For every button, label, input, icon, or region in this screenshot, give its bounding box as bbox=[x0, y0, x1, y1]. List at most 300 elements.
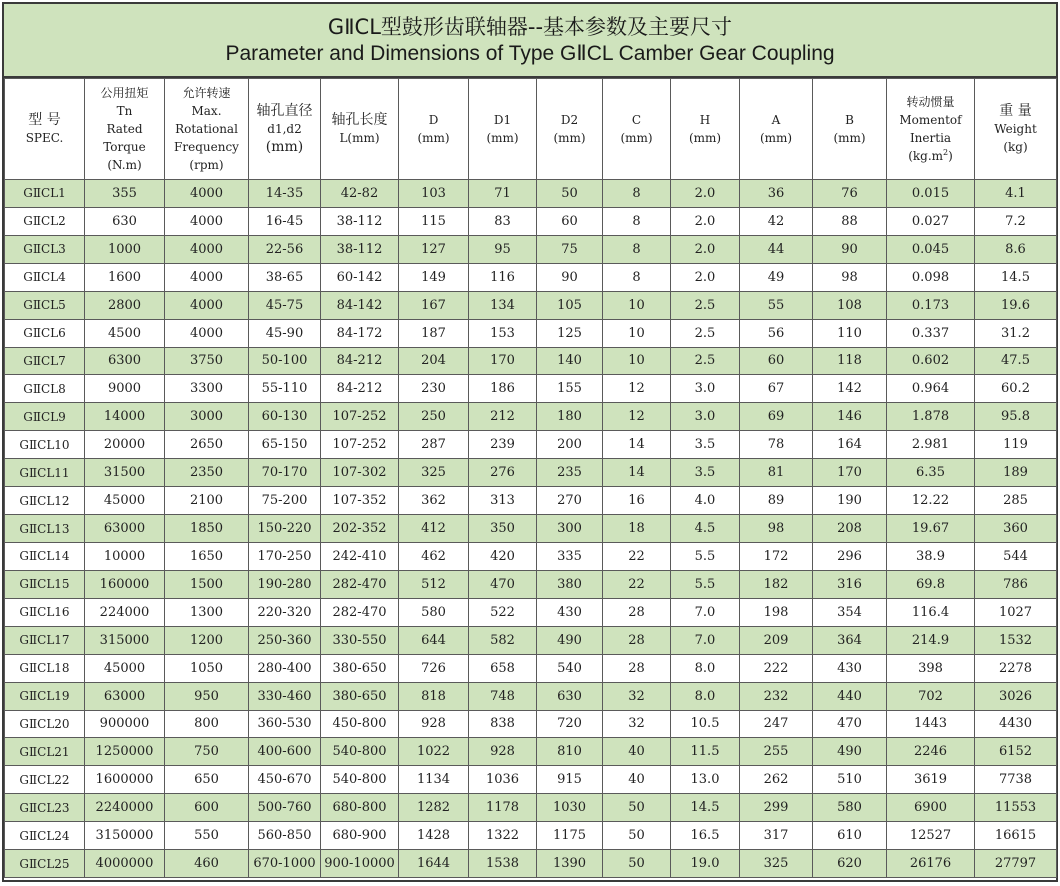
cell-inertia: 6900 bbox=[887, 794, 975, 822]
cell-weight: 786 bbox=[975, 570, 1057, 598]
cell-b: 440 bbox=[813, 682, 887, 710]
cell-spec: GⅡCL8 bbox=[5, 375, 85, 403]
cell-h: 3.5 bbox=[671, 431, 740, 459]
header-h: H (mm) bbox=[671, 79, 740, 180]
cell-spec: GⅡCL11 bbox=[5, 459, 85, 487]
cell-d: 1282 bbox=[399, 794, 469, 822]
cell-spec: GⅡCL25 bbox=[5, 850, 85, 878]
cell-h: 7.0 bbox=[671, 598, 740, 626]
table-body bbox=[5, 180, 1057, 878]
cell-c: 40 bbox=[603, 766, 671, 794]
cell-d: 187 bbox=[399, 319, 469, 347]
cell-a: 55 bbox=[740, 291, 813, 319]
header-spec: 型 号 SPEC. bbox=[5, 79, 85, 180]
cell-spec: GⅡCL18 bbox=[5, 654, 85, 682]
cell-bore-diameter: 45-90 bbox=[249, 319, 321, 347]
cell-inertia: 26176 bbox=[887, 850, 975, 878]
cell-bore-diameter: 50-100 bbox=[249, 347, 321, 375]
header-a: A (mm) bbox=[740, 79, 813, 180]
cell-speed: 3750 bbox=[165, 347, 249, 375]
cell-d1: 239 bbox=[469, 431, 537, 459]
cell-spec: GⅡCL3 bbox=[5, 235, 85, 263]
cell-d2: 490 bbox=[537, 626, 603, 654]
cell-bore-diameter: 360-530 bbox=[249, 710, 321, 738]
cell-c: 8 bbox=[603, 235, 671, 263]
table-row bbox=[5, 431, 1057, 459]
cell-b: 146 bbox=[813, 403, 887, 431]
cell-bore-diameter: 560-850 bbox=[249, 822, 321, 850]
cell-c: 22 bbox=[603, 570, 671, 598]
table-row bbox=[5, 542, 1057, 570]
cell-c: 50 bbox=[603, 794, 671, 822]
cell-weight: 19.6 bbox=[975, 291, 1057, 319]
cell-torque: 4000000 bbox=[85, 850, 165, 878]
cell-d1: 95 bbox=[469, 235, 537, 263]
cell-bore-diameter: 75-200 bbox=[249, 487, 321, 515]
cell-a: 49 bbox=[740, 263, 813, 291]
cell-bore-diameter: 22-56 bbox=[249, 235, 321, 263]
cell-torque: 3150000 bbox=[85, 822, 165, 850]
cell-spec: GⅡCL5 bbox=[5, 291, 85, 319]
cell-d2: 155 bbox=[537, 375, 603, 403]
cell-spec: GⅡCL15 bbox=[5, 570, 85, 598]
header-inertia: 转动惯量 Momentof Inertia $(kg.m^2)$ bbox=[887, 79, 975, 180]
cell-weight: 60.2 bbox=[975, 375, 1057, 403]
cell-bore-diameter: 70-170 bbox=[249, 459, 321, 487]
cell-bore-diameter: 55-110 bbox=[249, 375, 321, 403]
table-row bbox=[5, 291, 1057, 319]
table-row bbox=[5, 626, 1057, 654]
cell-c: 18 bbox=[603, 515, 671, 543]
cell-d2: 125 bbox=[537, 319, 603, 347]
cell-weight: 7.2 bbox=[975, 207, 1057, 235]
cell-c: 32 bbox=[603, 710, 671, 738]
cell-b: 490 bbox=[813, 738, 887, 766]
cell-bore-length: 540-800 bbox=[321, 738, 399, 766]
cell-bore-length: 42-82 bbox=[321, 180, 399, 208]
cell-b: 76 bbox=[813, 180, 887, 208]
table-title bbox=[4, 4, 1056, 78]
cell-d2: 430 bbox=[537, 598, 603, 626]
cell-weight: 544 bbox=[975, 542, 1057, 570]
cell-d: 115 bbox=[399, 207, 469, 235]
cell-weight: 285 bbox=[975, 487, 1057, 515]
cell-weight: 4.1 bbox=[975, 180, 1057, 208]
cell-c: 32 bbox=[603, 682, 671, 710]
cell-d2: 720 bbox=[537, 710, 603, 738]
cell-d1: 350 bbox=[469, 515, 537, 543]
cell-h: 16.5 bbox=[671, 822, 740, 850]
parameter-table bbox=[4, 78, 1057, 878]
cell-b: 88 bbox=[813, 207, 887, 235]
cell-weight: 1532 bbox=[975, 626, 1057, 654]
cell-spec: GⅡCL7 bbox=[5, 347, 85, 375]
cell-inertia: 1.878 bbox=[887, 403, 975, 431]
cell-weight: 360 bbox=[975, 515, 1057, 543]
cell-d: 818 bbox=[399, 682, 469, 710]
cell-a: 182 bbox=[740, 570, 813, 598]
cell-d1: 1322 bbox=[469, 822, 537, 850]
cell-b: 108 bbox=[813, 291, 887, 319]
cell-c: 22 bbox=[603, 542, 671, 570]
cell-a: 222 bbox=[740, 654, 813, 682]
cell-d1: 83 bbox=[469, 207, 537, 235]
cell-bore-length: 84-212 bbox=[321, 347, 399, 375]
cell-h: 5.5 bbox=[671, 570, 740, 598]
cell-b: 470 bbox=[813, 710, 887, 738]
cell-speed: 2100 bbox=[165, 487, 249, 515]
cell-spec: GⅡCL9 bbox=[5, 403, 85, 431]
cell-bore-length: 380-650 bbox=[321, 682, 399, 710]
cell-c: 16 bbox=[603, 487, 671, 515]
cell-d1: 313 bbox=[469, 487, 537, 515]
cell-bore-diameter: 670-1000 bbox=[249, 850, 321, 878]
cell-speed: 650 bbox=[165, 766, 249, 794]
cell-torque: 63000 bbox=[85, 682, 165, 710]
cell-speed: 4000 bbox=[165, 180, 249, 208]
cell-d2: 50 bbox=[537, 180, 603, 208]
cell-a: 198 bbox=[740, 598, 813, 626]
cell-speed: 550 bbox=[165, 822, 249, 850]
table-row bbox=[5, 515, 1057, 543]
table-row bbox=[5, 598, 1057, 626]
cell-a: 209 bbox=[740, 626, 813, 654]
cell-inertia: 0.173 bbox=[887, 291, 975, 319]
cell-d: 1644 bbox=[399, 850, 469, 878]
table-row bbox=[5, 738, 1057, 766]
cell-weight: 1027 bbox=[975, 598, 1057, 626]
cell-d: 167 bbox=[399, 291, 469, 319]
cell-d: 644 bbox=[399, 626, 469, 654]
cell-bore-diameter: 250-360 bbox=[249, 626, 321, 654]
cell-spec: GⅡCL4 bbox=[5, 263, 85, 291]
cell-d1: 116 bbox=[469, 263, 537, 291]
cell-torque: 14000 bbox=[85, 403, 165, 431]
cell-a: 60 bbox=[740, 347, 813, 375]
cell-torque: 1600000 bbox=[85, 766, 165, 794]
cell-b: 610 bbox=[813, 822, 887, 850]
cell-b: 190 bbox=[813, 487, 887, 515]
cell-d: 1022 bbox=[399, 738, 469, 766]
cell-speed: 1050 bbox=[165, 654, 249, 682]
cell-torque: 45000 bbox=[85, 487, 165, 515]
cell-h: 7.0 bbox=[671, 626, 740, 654]
header-d2: D2 (mm) bbox=[537, 79, 603, 180]
cell-h: 3.5 bbox=[671, 459, 740, 487]
cell-d: 230 bbox=[399, 375, 469, 403]
cell-spec: GⅡCL16 bbox=[5, 598, 85, 626]
cell-a: 172 bbox=[740, 542, 813, 570]
cell-d2: 90 bbox=[537, 263, 603, 291]
cell-a: 247 bbox=[740, 710, 813, 738]
cell-inertia: 0.027 bbox=[887, 207, 975, 235]
header-weight: 重 量 Weight (kg) bbox=[975, 79, 1057, 180]
cell-c: 10 bbox=[603, 319, 671, 347]
cell-d2: 630 bbox=[537, 682, 603, 710]
cell-d2: 810 bbox=[537, 738, 603, 766]
cell-b: 98 bbox=[813, 263, 887, 291]
cell-h: 4.5 bbox=[671, 515, 740, 543]
cell-d2: 540 bbox=[537, 654, 603, 682]
table-row bbox=[5, 710, 1057, 738]
cell-h: 2.0 bbox=[671, 180, 740, 208]
cell-bore-diameter: 500-760 bbox=[249, 794, 321, 822]
header-torque: 公用扭矩 Tn Rated Torque (N.m) bbox=[85, 79, 165, 180]
header-bore-diameter: 轴孔直径 d1,d2 (mm) bbox=[249, 79, 321, 180]
cell-speed: 4000 bbox=[165, 235, 249, 263]
cell-inertia: 0.045 bbox=[887, 235, 975, 263]
cell-d2: 1390 bbox=[537, 850, 603, 878]
cell-spec: GⅡCL17 bbox=[5, 626, 85, 654]
cell-bore-diameter: 150-220 bbox=[249, 515, 321, 543]
cell-h: 3.0 bbox=[671, 403, 740, 431]
cell-torque: 2240000 bbox=[85, 794, 165, 822]
cell-c: 10 bbox=[603, 291, 671, 319]
cell-bore-diameter: 280-400 bbox=[249, 654, 321, 682]
cell-c: 8 bbox=[603, 180, 671, 208]
cell-b: 296 bbox=[813, 542, 887, 570]
cell-c: 14 bbox=[603, 431, 671, 459]
cell-speed: 1500 bbox=[165, 570, 249, 598]
cell-d1: 276 bbox=[469, 459, 537, 487]
cell-d1: 582 bbox=[469, 626, 537, 654]
cell-speed: 950 bbox=[165, 682, 249, 710]
cell-speed: 1850 bbox=[165, 515, 249, 543]
cell-speed: 1300 bbox=[165, 598, 249, 626]
header-d1: D1 (mm) bbox=[469, 79, 537, 180]
cell-speed: 4000 bbox=[165, 291, 249, 319]
table-row bbox=[5, 375, 1057, 403]
cell-a: 317 bbox=[740, 822, 813, 850]
table-row bbox=[5, 794, 1057, 822]
table-row bbox=[5, 235, 1057, 263]
cell-d: 580 bbox=[399, 598, 469, 626]
cell-inertia: 19.67 bbox=[887, 515, 975, 543]
cell-torque: 2800 bbox=[85, 291, 165, 319]
cell-bore-diameter: 220-320 bbox=[249, 598, 321, 626]
cell-d2: 915 bbox=[537, 766, 603, 794]
cell-spec: GⅡCL24 bbox=[5, 822, 85, 850]
table-row bbox=[5, 459, 1057, 487]
cell-a: 36 bbox=[740, 180, 813, 208]
cell-d: 462 bbox=[399, 542, 469, 570]
cell-torque: 31500 bbox=[85, 459, 165, 487]
cell-weight: 47.5 bbox=[975, 347, 1057, 375]
cell-bore-length: 282-470 bbox=[321, 570, 399, 598]
cell-inertia: 38.9 bbox=[887, 542, 975, 570]
cell-c: 8 bbox=[603, 263, 671, 291]
cell-c: 40 bbox=[603, 738, 671, 766]
header-row bbox=[5, 79, 1057, 180]
cell-bore-length: 540-800 bbox=[321, 766, 399, 794]
cell-speed: 600 bbox=[165, 794, 249, 822]
cell-h: 2.5 bbox=[671, 291, 740, 319]
cell-bore-diameter: 14-35 bbox=[249, 180, 321, 208]
cell-d1: 1178 bbox=[469, 794, 537, 822]
cell-h: 10.5 bbox=[671, 710, 740, 738]
table-row bbox=[5, 263, 1057, 291]
cell-c: 8 bbox=[603, 207, 671, 235]
cell-spec: GⅡCL10 bbox=[5, 431, 85, 459]
cell-d2: 200 bbox=[537, 431, 603, 459]
cell-d: 127 bbox=[399, 235, 469, 263]
cell-d: 149 bbox=[399, 263, 469, 291]
cell-bore-diameter: 170-250 bbox=[249, 542, 321, 570]
cell-speed: 3300 bbox=[165, 375, 249, 403]
cell-a: 262 bbox=[740, 766, 813, 794]
cell-h: 2.5 bbox=[671, 319, 740, 347]
cell-torque: 1250000 bbox=[85, 738, 165, 766]
cell-b: 118 bbox=[813, 347, 887, 375]
cell-d1: 522 bbox=[469, 598, 537, 626]
cell-torque: 355 bbox=[85, 180, 165, 208]
cell-speed: 2650 bbox=[165, 431, 249, 459]
cell-weight: 2278 bbox=[975, 654, 1057, 682]
cell-bore-length: 450-800 bbox=[321, 710, 399, 738]
cell-inertia: 0.964 bbox=[887, 375, 975, 403]
cell-spec: GⅡCL22 bbox=[5, 766, 85, 794]
cell-d: 1134 bbox=[399, 766, 469, 794]
cell-d2: 105 bbox=[537, 291, 603, 319]
cell-d1: 928 bbox=[469, 738, 537, 766]
cell-h: 2.0 bbox=[671, 235, 740, 263]
cell-weight: 189 bbox=[975, 459, 1057, 487]
cell-inertia: 2246 bbox=[887, 738, 975, 766]
cell-d: 250 bbox=[399, 403, 469, 431]
cell-inertia: 702 bbox=[887, 682, 975, 710]
cell-bore-diameter: 330-460 bbox=[249, 682, 321, 710]
cell-d2: 270 bbox=[537, 487, 603, 515]
cell-c: 28 bbox=[603, 626, 671, 654]
cell-bore-length: 60-142 bbox=[321, 263, 399, 291]
cell-torque: 63000 bbox=[85, 515, 165, 543]
cell-d: 204 bbox=[399, 347, 469, 375]
cell-b: 142 bbox=[813, 375, 887, 403]
cell-inertia: 3619 bbox=[887, 766, 975, 794]
cell-bore-length: 107-252 bbox=[321, 431, 399, 459]
cell-h: 4.0 bbox=[671, 487, 740, 515]
cell-bore-length: 330-550 bbox=[321, 626, 399, 654]
cell-d: 1428 bbox=[399, 822, 469, 850]
cell-d2: 335 bbox=[537, 542, 603, 570]
coupling-spec-sheet bbox=[2, 2, 1058, 882]
cell-d1: 170 bbox=[469, 347, 537, 375]
cell-bore-length: 107-252 bbox=[321, 403, 399, 431]
cell-d1: 153 bbox=[469, 319, 537, 347]
cell-a: 232 bbox=[740, 682, 813, 710]
cell-a: 44 bbox=[740, 235, 813, 263]
cell-d: 928 bbox=[399, 710, 469, 738]
cell-h: 8.0 bbox=[671, 682, 740, 710]
cell-torque: 1000 bbox=[85, 235, 165, 263]
cell-d: 412 bbox=[399, 515, 469, 543]
cell-weight: 14.5 bbox=[975, 263, 1057, 291]
cell-weight: 16615 bbox=[975, 822, 1057, 850]
cell-bore-diameter: 450-670 bbox=[249, 766, 321, 794]
cell-torque: 20000 bbox=[85, 431, 165, 459]
cell-d: 512 bbox=[399, 570, 469, 598]
cell-c: 10 bbox=[603, 347, 671, 375]
table-row bbox=[5, 822, 1057, 850]
cell-weight: 4430 bbox=[975, 710, 1057, 738]
cell-bore-diameter: 400-600 bbox=[249, 738, 321, 766]
header-bore-length: 轴孔长度 L(mm) bbox=[321, 79, 399, 180]
cell-bore-diameter: 60-130 bbox=[249, 403, 321, 431]
cell-c: 28 bbox=[603, 654, 671, 682]
cell-torque: 9000 bbox=[85, 375, 165, 403]
cell-spec: GⅡCL21 bbox=[5, 738, 85, 766]
cell-spec: GⅡCL19 bbox=[5, 682, 85, 710]
cell-spec: GⅡCL1 bbox=[5, 180, 85, 208]
table-row bbox=[5, 403, 1057, 431]
cell-d2: 1030 bbox=[537, 794, 603, 822]
cell-d: 103 bbox=[399, 180, 469, 208]
cell-d2: 380 bbox=[537, 570, 603, 598]
table-row bbox=[5, 766, 1057, 794]
cell-speed: 1200 bbox=[165, 626, 249, 654]
cell-h: 19.0 bbox=[671, 850, 740, 878]
cell-c: 50 bbox=[603, 822, 671, 850]
cell-bore-diameter: 190-280 bbox=[249, 570, 321, 598]
cell-bore-length: 202-352 bbox=[321, 515, 399, 543]
cell-speed: 3000 bbox=[165, 403, 249, 431]
cell-weight: 3026 bbox=[975, 682, 1057, 710]
cell-d1: 1036 bbox=[469, 766, 537, 794]
table-row bbox=[5, 319, 1057, 347]
cell-a: 299 bbox=[740, 794, 813, 822]
cell-d2: 300 bbox=[537, 515, 603, 543]
cell-torque: 1600 bbox=[85, 263, 165, 291]
cell-speed: 1650 bbox=[165, 542, 249, 570]
table-row bbox=[5, 570, 1057, 598]
cell-h: 2.0 bbox=[671, 263, 740, 291]
cell-d2: 140 bbox=[537, 347, 603, 375]
table-row bbox=[5, 682, 1057, 710]
cell-a: 69 bbox=[740, 403, 813, 431]
cell-weight: 31.2 bbox=[975, 319, 1057, 347]
cell-bore-length: 107-352 bbox=[321, 487, 399, 515]
cell-torque: 6300 bbox=[85, 347, 165, 375]
cell-a: 325 bbox=[740, 850, 813, 878]
cell-c: 14 bbox=[603, 459, 671, 487]
table-row bbox=[5, 180, 1057, 208]
cell-h: 3.0 bbox=[671, 375, 740, 403]
cell-d2: 1175 bbox=[537, 822, 603, 850]
cell-d1: 134 bbox=[469, 291, 537, 319]
cell-b: 620 bbox=[813, 850, 887, 878]
cell-weight: 11553 bbox=[975, 794, 1057, 822]
table-row bbox=[5, 487, 1057, 515]
cell-a: 89 bbox=[740, 487, 813, 515]
cell-inertia: 6.35 bbox=[887, 459, 975, 487]
table-row bbox=[5, 347, 1057, 375]
cell-bore-diameter: 45-75 bbox=[249, 291, 321, 319]
cell-bore-length: 680-900 bbox=[321, 822, 399, 850]
cell-d2: 180 bbox=[537, 403, 603, 431]
cell-bore-length: 282-470 bbox=[321, 598, 399, 626]
cell-a: 255 bbox=[740, 738, 813, 766]
cell-torque: 4500 bbox=[85, 319, 165, 347]
cell-inertia: 1443 bbox=[887, 710, 975, 738]
cell-b: 164 bbox=[813, 431, 887, 459]
cell-inertia: 0.015 bbox=[887, 180, 975, 208]
cell-speed: 750 bbox=[165, 738, 249, 766]
cell-b: 430 bbox=[813, 654, 887, 682]
cell-weight: 6152 bbox=[975, 738, 1057, 766]
header-speed: 允许转速 Max. Rotational Frequency (rpm) bbox=[165, 79, 249, 180]
cell-b: 90 bbox=[813, 235, 887, 263]
cell-bore-length: 107-302 bbox=[321, 459, 399, 487]
